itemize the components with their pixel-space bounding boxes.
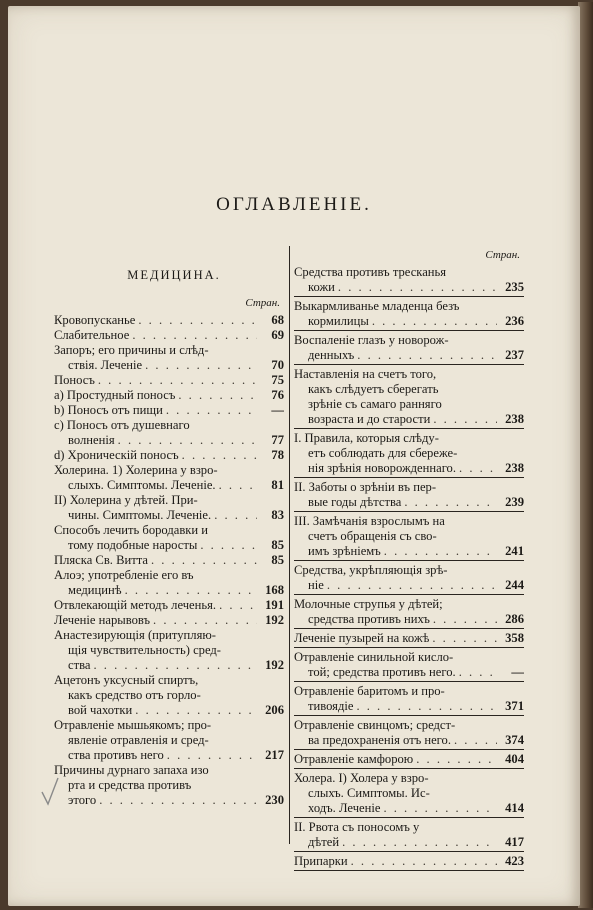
toc-entry-line xyxy=(54,448,284,463)
column-divider xyxy=(289,246,290,844)
toc-entry xyxy=(294,771,524,818)
leader-dots xyxy=(342,835,497,850)
toc-entry xyxy=(294,563,524,595)
leader-dots xyxy=(118,433,257,448)
toc-entry-line xyxy=(54,628,284,643)
toc-entry-line xyxy=(294,854,524,869)
toc-entry xyxy=(54,493,284,523)
toc-entry-text: I. Правила, которыя слѣду- xyxy=(294,431,439,445)
leader-dots xyxy=(125,583,257,598)
toc-entry xyxy=(54,418,284,448)
toc-entry-line xyxy=(294,820,524,835)
toc-entry-line xyxy=(54,373,284,388)
toc-entry-line xyxy=(54,793,284,808)
toc-entry-text: явленіе отравленія и сред- xyxy=(68,733,209,747)
toc-entry xyxy=(54,328,284,343)
toc-entry-line xyxy=(54,613,284,628)
toc-entry-line xyxy=(54,403,284,418)
toc-entry-text: счетъ обращенія съ сво- xyxy=(308,529,437,543)
toc-entry xyxy=(54,613,284,628)
toc-entry-text: Леченіе пузырей на кожѣ xyxy=(294,631,430,645)
toc-page-number: 168 xyxy=(265,583,284,597)
toc-entry xyxy=(294,718,524,750)
leader-dots xyxy=(98,373,257,388)
toc-page-number: 238 xyxy=(505,461,524,475)
toc-entry-line xyxy=(294,665,524,680)
toc-entry-line xyxy=(54,313,284,328)
toc-entry xyxy=(294,367,524,429)
toc-entry-line xyxy=(294,631,524,646)
leader-dots xyxy=(138,313,257,328)
toc-entry xyxy=(54,388,284,403)
toc-entry xyxy=(54,313,284,328)
toc-entry-text: Средства противъ тресканья xyxy=(294,265,447,279)
left-column xyxy=(54,268,284,808)
toc-entry xyxy=(294,650,524,682)
page-edge xyxy=(578,2,593,908)
toc-entry-text: тому подобные наросты xyxy=(68,538,198,552)
toc-entry xyxy=(294,820,524,852)
toc-entry xyxy=(294,265,524,297)
toc-entry-line xyxy=(54,343,284,358)
toc-entry-text: Припарки xyxy=(294,854,348,868)
toc-page-number: — xyxy=(271,403,284,417)
toc-entry-line xyxy=(294,397,524,412)
toc-entry xyxy=(54,763,284,808)
toc-entry-text: Пляска Св. Витта xyxy=(54,553,148,567)
toc-entry-text: а) Простудный поносъ xyxy=(54,388,176,402)
toc-entry xyxy=(54,628,284,673)
leader-dots xyxy=(145,358,257,373)
toc-entry xyxy=(54,568,284,598)
toc-page-number: 371 xyxy=(505,699,524,713)
leader-dots xyxy=(153,613,257,628)
toc-page-number: 75 xyxy=(271,373,284,387)
toc-entry-line xyxy=(54,508,284,523)
leader-dots xyxy=(372,314,497,329)
toc-entry xyxy=(54,553,284,568)
toc-entry-line xyxy=(54,418,284,433)
toc-entry-line xyxy=(294,382,524,397)
toc-entry-text: ходъ. Леченіе xyxy=(308,801,381,815)
toc-entry-text: d) Хроническій поносъ xyxy=(54,448,179,462)
toc-entry-text: вой чахотки xyxy=(68,703,133,717)
toc-entry xyxy=(54,448,284,463)
book-page xyxy=(8,6,580,906)
toc-entry-line xyxy=(294,563,524,578)
toc-entry-line xyxy=(294,650,524,665)
leader-dots xyxy=(356,699,497,714)
toc-entry-text: Кровопусканье xyxy=(54,313,136,327)
toc-page-number: 235 xyxy=(505,280,524,294)
toc-entry-line xyxy=(294,367,524,382)
leader-dots xyxy=(166,403,257,418)
toc-entry-text: c) Поносъ отъ душевнаго xyxy=(54,418,190,432)
toc-entry-line xyxy=(54,778,284,793)
toc-entry-line xyxy=(54,673,284,688)
toc-entry-line xyxy=(54,523,284,538)
leader-dots xyxy=(178,388,257,403)
toc-entry-line xyxy=(54,643,284,658)
toc-entry-text: слыхъ. Симптомы. Ис- xyxy=(308,786,430,800)
toc-entry-text: Холерина. 1) Холерина у взро- xyxy=(54,463,218,477)
toc-entry-line xyxy=(294,480,524,495)
toc-entry-line xyxy=(54,598,284,613)
toc-entry xyxy=(54,463,284,493)
toc-page-number: 191 xyxy=(265,598,284,612)
toc-entry-line xyxy=(54,463,284,478)
toc-entry xyxy=(54,718,284,763)
toc-page-number: 423 xyxy=(505,854,524,868)
toc-entry-line xyxy=(294,514,524,529)
toc-entry-line xyxy=(54,478,284,493)
toc-entry-line xyxy=(294,835,524,850)
toc-page-number: 68 xyxy=(271,313,284,327)
toc-entry-text: Поносъ xyxy=(54,373,95,387)
toc-entry-line xyxy=(54,583,284,598)
toc-page-number: 70 xyxy=(271,358,284,372)
toc-entry-text: волненія xyxy=(68,433,115,447)
leader-dots xyxy=(200,538,257,553)
right-entry-list xyxy=(294,265,524,871)
pencil-checkmark-icon xyxy=(40,776,60,808)
leader-dots xyxy=(432,631,497,646)
leader-dots xyxy=(404,495,497,510)
toc-page-number: 78 xyxy=(271,448,284,462)
toc-entry-text: II) Холерина у дѣтей. При- xyxy=(54,493,198,507)
toc-entry xyxy=(294,684,524,716)
toc-page-number: 236 xyxy=(505,314,524,328)
toc-page-number: 414 xyxy=(505,801,524,815)
toc-page-number: 76 xyxy=(271,388,284,402)
toc-entry-line xyxy=(294,544,524,559)
toc-entry-text: средства противъ нихъ xyxy=(308,612,430,626)
toc-entry xyxy=(294,752,524,769)
leader-dots xyxy=(99,793,257,808)
toc-entry-text: Отравленіе баритомъ и про- xyxy=(294,684,445,698)
toc-entry xyxy=(54,403,284,418)
toc-page-number: 286 xyxy=(505,612,524,626)
leader-dots xyxy=(132,328,257,343)
toc-entry xyxy=(294,597,524,629)
leader-dots xyxy=(327,578,497,593)
toc-entry-line xyxy=(294,446,524,461)
right-column xyxy=(294,248,524,873)
leader-dots xyxy=(384,544,497,559)
toc-entry-line xyxy=(54,433,284,448)
toc-entry-text: II. Заботы о зрѣніи въ пер- xyxy=(294,480,437,494)
toc-page-number: 241 xyxy=(505,544,524,558)
toc-page-number: 217 xyxy=(265,748,284,762)
toc-page-number: 77 xyxy=(271,433,284,447)
toc-entry xyxy=(294,333,524,365)
leader-dots xyxy=(214,508,257,523)
toc-entry-line xyxy=(54,328,284,343)
toc-page-number: 417 xyxy=(505,835,524,849)
toc-entry-text: рта и средства противъ xyxy=(68,778,192,792)
leader-dots xyxy=(182,448,257,463)
toc-entry xyxy=(54,343,284,373)
toc-entry-line xyxy=(54,748,284,763)
toc-page-number: 230 xyxy=(265,793,284,807)
toc-entry-text: имъ зрѣніемъ xyxy=(308,544,381,558)
toc-page-number: — xyxy=(511,665,524,679)
toc-entry-text: Запоръ; его причины и слѣд- xyxy=(54,343,209,357)
toc-entry-text: етъ соблюдать для сбереже- xyxy=(308,446,458,460)
toc-entry-text: какъ средство отъ горло- xyxy=(68,688,201,702)
toc-entry xyxy=(294,854,524,871)
toc-page-number: 69 xyxy=(271,328,284,342)
toc-entry-text: Отравленіе синильной кисло- xyxy=(294,650,454,664)
toc-entry-text: нія зрѣнія новорожденнаго. xyxy=(308,461,457,475)
toc-page-number: 192 xyxy=(265,613,284,627)
toc-page-number: 358 xyxy=(505,631,524,645)
toc-entry-text: зрѣніе съ самаго ранняго xyxy=(308,397,442,411)
leader-dots xyxy=(135,703,257,718)
toc-entry xyxy=(294,431,524,478)
toc-entry-line xyxy=(294,412,524,427)
toc-entry-text: Молочные струпья у дѣтей; xyxy=(294,597,443,611)
toc-entry-text: b) Поносъ отъ пищи xyxy=(54,403,163,417)
toc-entry xyxy=(54,523,284,553)
toc-entry-text: вые годы дѣтства xyxy=(308,495,402,509)
toc-entry-text: Отравленіе свинцомъ; средст- xyxy=(294,718,456,732)
toc-entry-text: Способъ лечить бородавки и xyxy=(54,523,209,537)
leader-dots xyxy=(351,854,497,869)
toc-entry-line xyxy=(294,265,524,280)
section-heading: МЕДИЦИНА. xyxy=(127,268,221,282)
leader-dots xyxy=(219,478,257,493)
toc-entry-text: щія чувствительность) сред- xyxy=(68,643,221,657)
toc-entry-text: кормилицы xyxy=(308,314,369,328)
toc-entry-line xyxy=(294,495,524,510)
toc-entry-text: III. Замѣчанія взрослымъ на xyxy=(294,514,445,528)
toc-entry-text: Ацетонъ уксусный спиртъ, xyxy=(54,673,199,687)
toc-page-number: 404 xyxy=(505,752,524,766)
toc-page-number: 85 xyxy=(271,538,284,552)
toc-page-number: 85 xyxy=(271,553,284,567)
toc-entry-text: ства противъ него xyxy=(68,748,164,762)
page-title: ОГЛАВЛЕНІЕ. xyxy=(216,194,372,215)
toc-entry-line xyxy=(54,688,284,703)
toc-entry xyxy=(54,598,284,613)
toc-page-number: 206 xyxy=(265,703,284,717)
toc-entry-line xyxy=(294,431,524,446)
toc-entry xyxy=(294,514,524,561)
leader-dots xyxy=(459,665,497,680)
leader-dots xyxy=(93,658,257,673)
toc-entry-line xyxy=(54,568,284,583)
toc-entry-line xyxy=(294,597,524,612)
toc-entry-text: возраста и до старости xyxy=(308,412,431,426)
toc-entry-line xyxy=(294,333,524,348)
toc-entry-text: Воспаленіе глазъ у новорож- xyxy=(294,333,449,347)
page-column-heading: Стран. xyxy=(485,249,520,261)
toc-entry-text: какъ слѣдуетъ сберегать xyxy=(308,382,439,396)
toc-entry-text: дѣтей xyxy=(308,835,340,849)
toc-entry xyxy=(294,480,524,512)
toc-entry xyxy=(294,299,524,331)
page-column-heading: Стран. xyxy=(245,297,280,309)
toc-page-number: 83 xyxy=(271,508,284,522)
toc-entry-line xyxy=(294,314,524,329)
toc-page-number: 239 xyxy=(505,495,524,509)
toc-entry-line xyxy=(294,348,524,363)
toc-entry-line xyxy=(294,529,524,544)
toc-entry-line xyxy=(54,733,284,748)
toc-entry-text: Отвлекающій методъ леченья. xyxy=(54,598,217,612)
toc-entry-text: кожи xyxy=(308,280,335,294)
toc-page-number: 192 xyxy=(265,658,284,672)
left-entry-list xyxy=(54,313,284,808)
toc-entry-text: Средства, укрѣпляющія зрѣ- xyxy=(294,563,448,577)
toc-entry-line xyxy=(294,280,524,295)
toc-entry-text: той; средства противъ него. xyxy=(308,665,456,679)
toc-entry-line xyxy=(54,388,284,403)
toc-page-number: 238 xyxy=(505,412,524,426)
toc-entry-line xyxy=(294,801,524,816)
leader-dots xyxy=(338,280,497,295)
toc-entry-text: ніе xyxy=(308,578,324,592)
toc-page-number: 244 xyxy=(505,578,524,592)
toc-entry-text: ства xyxy=(68,658,91,672)
toc-page-number: 81 xyxy=(271,478,284,492)
toc-entry-text: Выкармливанье младенца безъ xyxy=(294,299,460,313)
leader-dots xyxy=(219,598,257,613)
toc-entry-text: Слабительное xyxy=(54,328,130,342)
toc-entry-line xyxy=(294,612,524,627)
toc-entry-line xyxy=(294,718,524,733)
toc-entry-line xyxy=(294,752,524,767)
toc-entry-line xyxy=(294,699,524,714)
toc-entry-text: чины. Симптомы. Леченіе. xyxy=(68,508,212,522)
toc-entry-line xyxy=(54,358,284,373)
leader-dots xyxy=(357,348,497,363)
toc-entry-line xyxy=(54,553,284,568)
toc-entry-text: Наставленія на счетъ того, xyxy=(294,367,437,381)
toc-entry-line xyxy=(294,684,524,699)
toc-entry-line xyxy=(294,786,524,801)
toc-entry-text: Холера. I) Холера у взро- xyxy=(294,771,429,785)
toc-entry-text: медицинѣ xyxy=(68,583,122,597)
leader-dots xyxy=(151,553,257,568)
toc-page-number: 374 xyxy=(505,733,524,747)
toc-entry xyxy=(54,673,284,718)
toc-entry-text: Анастезирующія (притупляю- xyxy=(54,628,216,642)
toc-entry xyxy=(294,631,524,648)
toc-entry-line xyxy=(294,461,524,476)
toc-entry-text: II. Рвота съ поносомъ у xyxy=(294,820,420,834)
toc-entry-line xyxy=(54,718,284,733)
toc-entry-text: Леченіе нарывовъ xyxy=(54,613,151,627)
toc-entry-text: денныхъ xyxy=(308,348,355,362)
toc-entry-line xyxy=(54,658,284,673)
toc-entry-text: ствія. Леченіе xyxy=(68,358,143,372)
toc-entry-line xyxy=(54,493,284,508)
leader-dots xyxy=(416,752,497,767)
leader-dots xyxy=(459,461,497,476)
leader-dots xyxy=(454,733,497,748)
toc-entry-text: Алоэ; употребленіе его въ xyxy=(54,568,194,582)
leader-dots xyxy=(433,412,497,427)
toc-entry-text: Отравленіе камфорою xyxy=(294,752,414,766)
toc-entry-line xyxy=(54,538,284,553)
leader-dots xyxy=(433,612,497,627)
toc-entry-text: этого xyxy=(68,793,97,807)
toc-entry-text: тивоядіе xyxy=(308,699,354,713)
toc-entry-text: Причины дурнаго запаха изо xyxy=(54,763,209,777)
toc-entry-line xyxy=(294,578,524,593)
toc-entry-line xyxy=(294,771,524,786)
leader-dots xyxy=(383,801,497,816)
toc-entry-text: ва предохраненія отъ него. xyxy=(308,733,451,747)
toc-entry-line xyxy=(294,299,524,314)
toc-entry-text: Отравленіе мышьякомъ; про- xyxy=(54,718,212,732)
toc-entry xyxy=(54,373,284,388)
toc-entry-line xyxy=(54,763,284,778)
leader-dots xyxy=(167,748,257,763)
toc-entry-text: слыхъ. Симптомы. Леченіе. xyxy=(68,478,216,492)
toc-entry-line xyxy=(54,703,284,718)
toc-entry-line xyxy=(294,733,524,748)
toc-page-number: 237 xyxy=(505,348,524,362)
